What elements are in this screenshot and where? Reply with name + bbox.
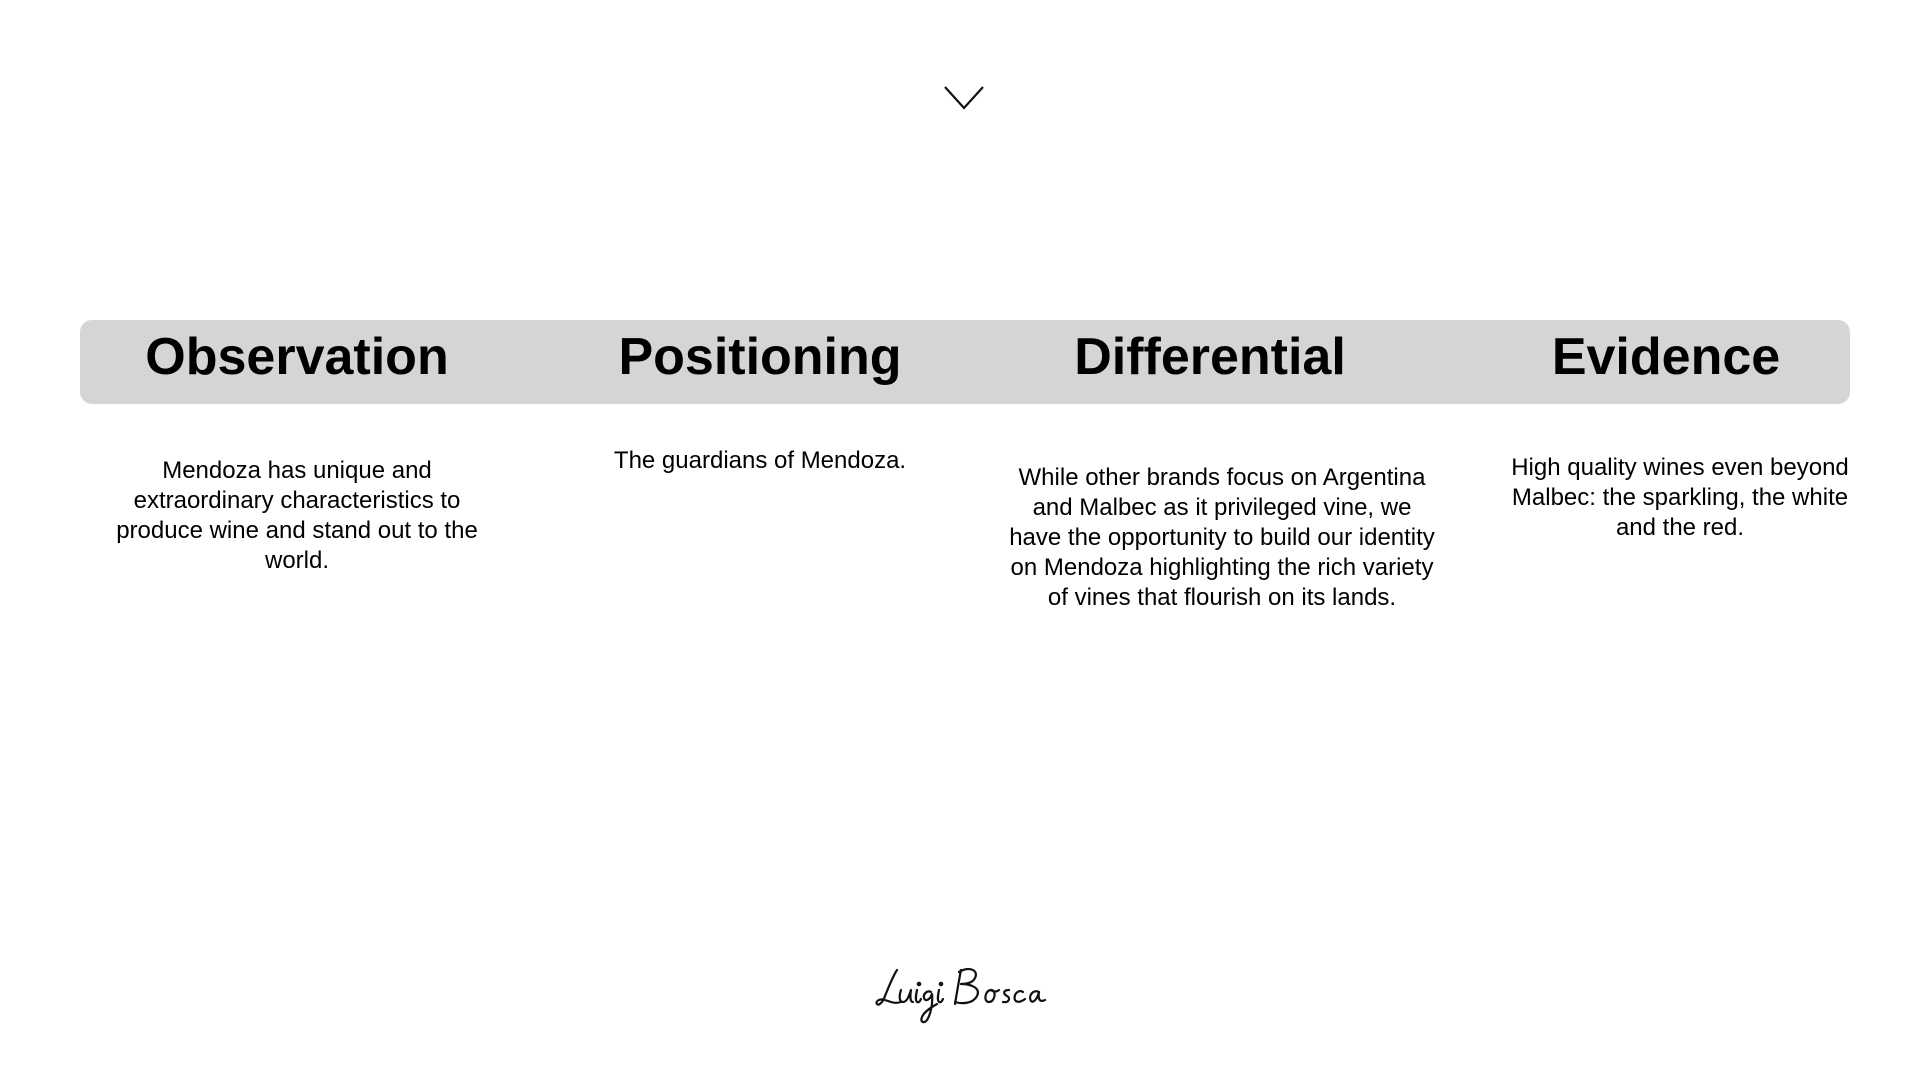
logo-text: Luigi Bosca [965,1030,971,1031]
column-title-differential: Differential [1074,328,1346,386]
column-text-differential: While other brands focus on Argentina and Malbec as it privileged vine, we have the opportunity to build our identity on Mendoza highlighting the rich variety of vines that flourish on its lands. [1009,464,1435,611]
column-title-positioning: Positioning [618,328,902,386]
luigi-bosca-logo [875,962,1055,1032]
column-text-evidence: High quality wines even beyond Malbec: the sparkling, the white and the red. [1511,454,1849,541]
column-text-positioning: The guardians of Mendoza. [613,447,907,474]
column-title-observation: Observation [145,328,449,386]
column-text-observation: Mendoza has unique and extraordinary characteristics to produce wine and stand out to the world. [116,457,478,574]
chevron-down-icon[interactable] [943,84,985,112]
column-title-evidence: Evidence [1551,328,1781,386]
